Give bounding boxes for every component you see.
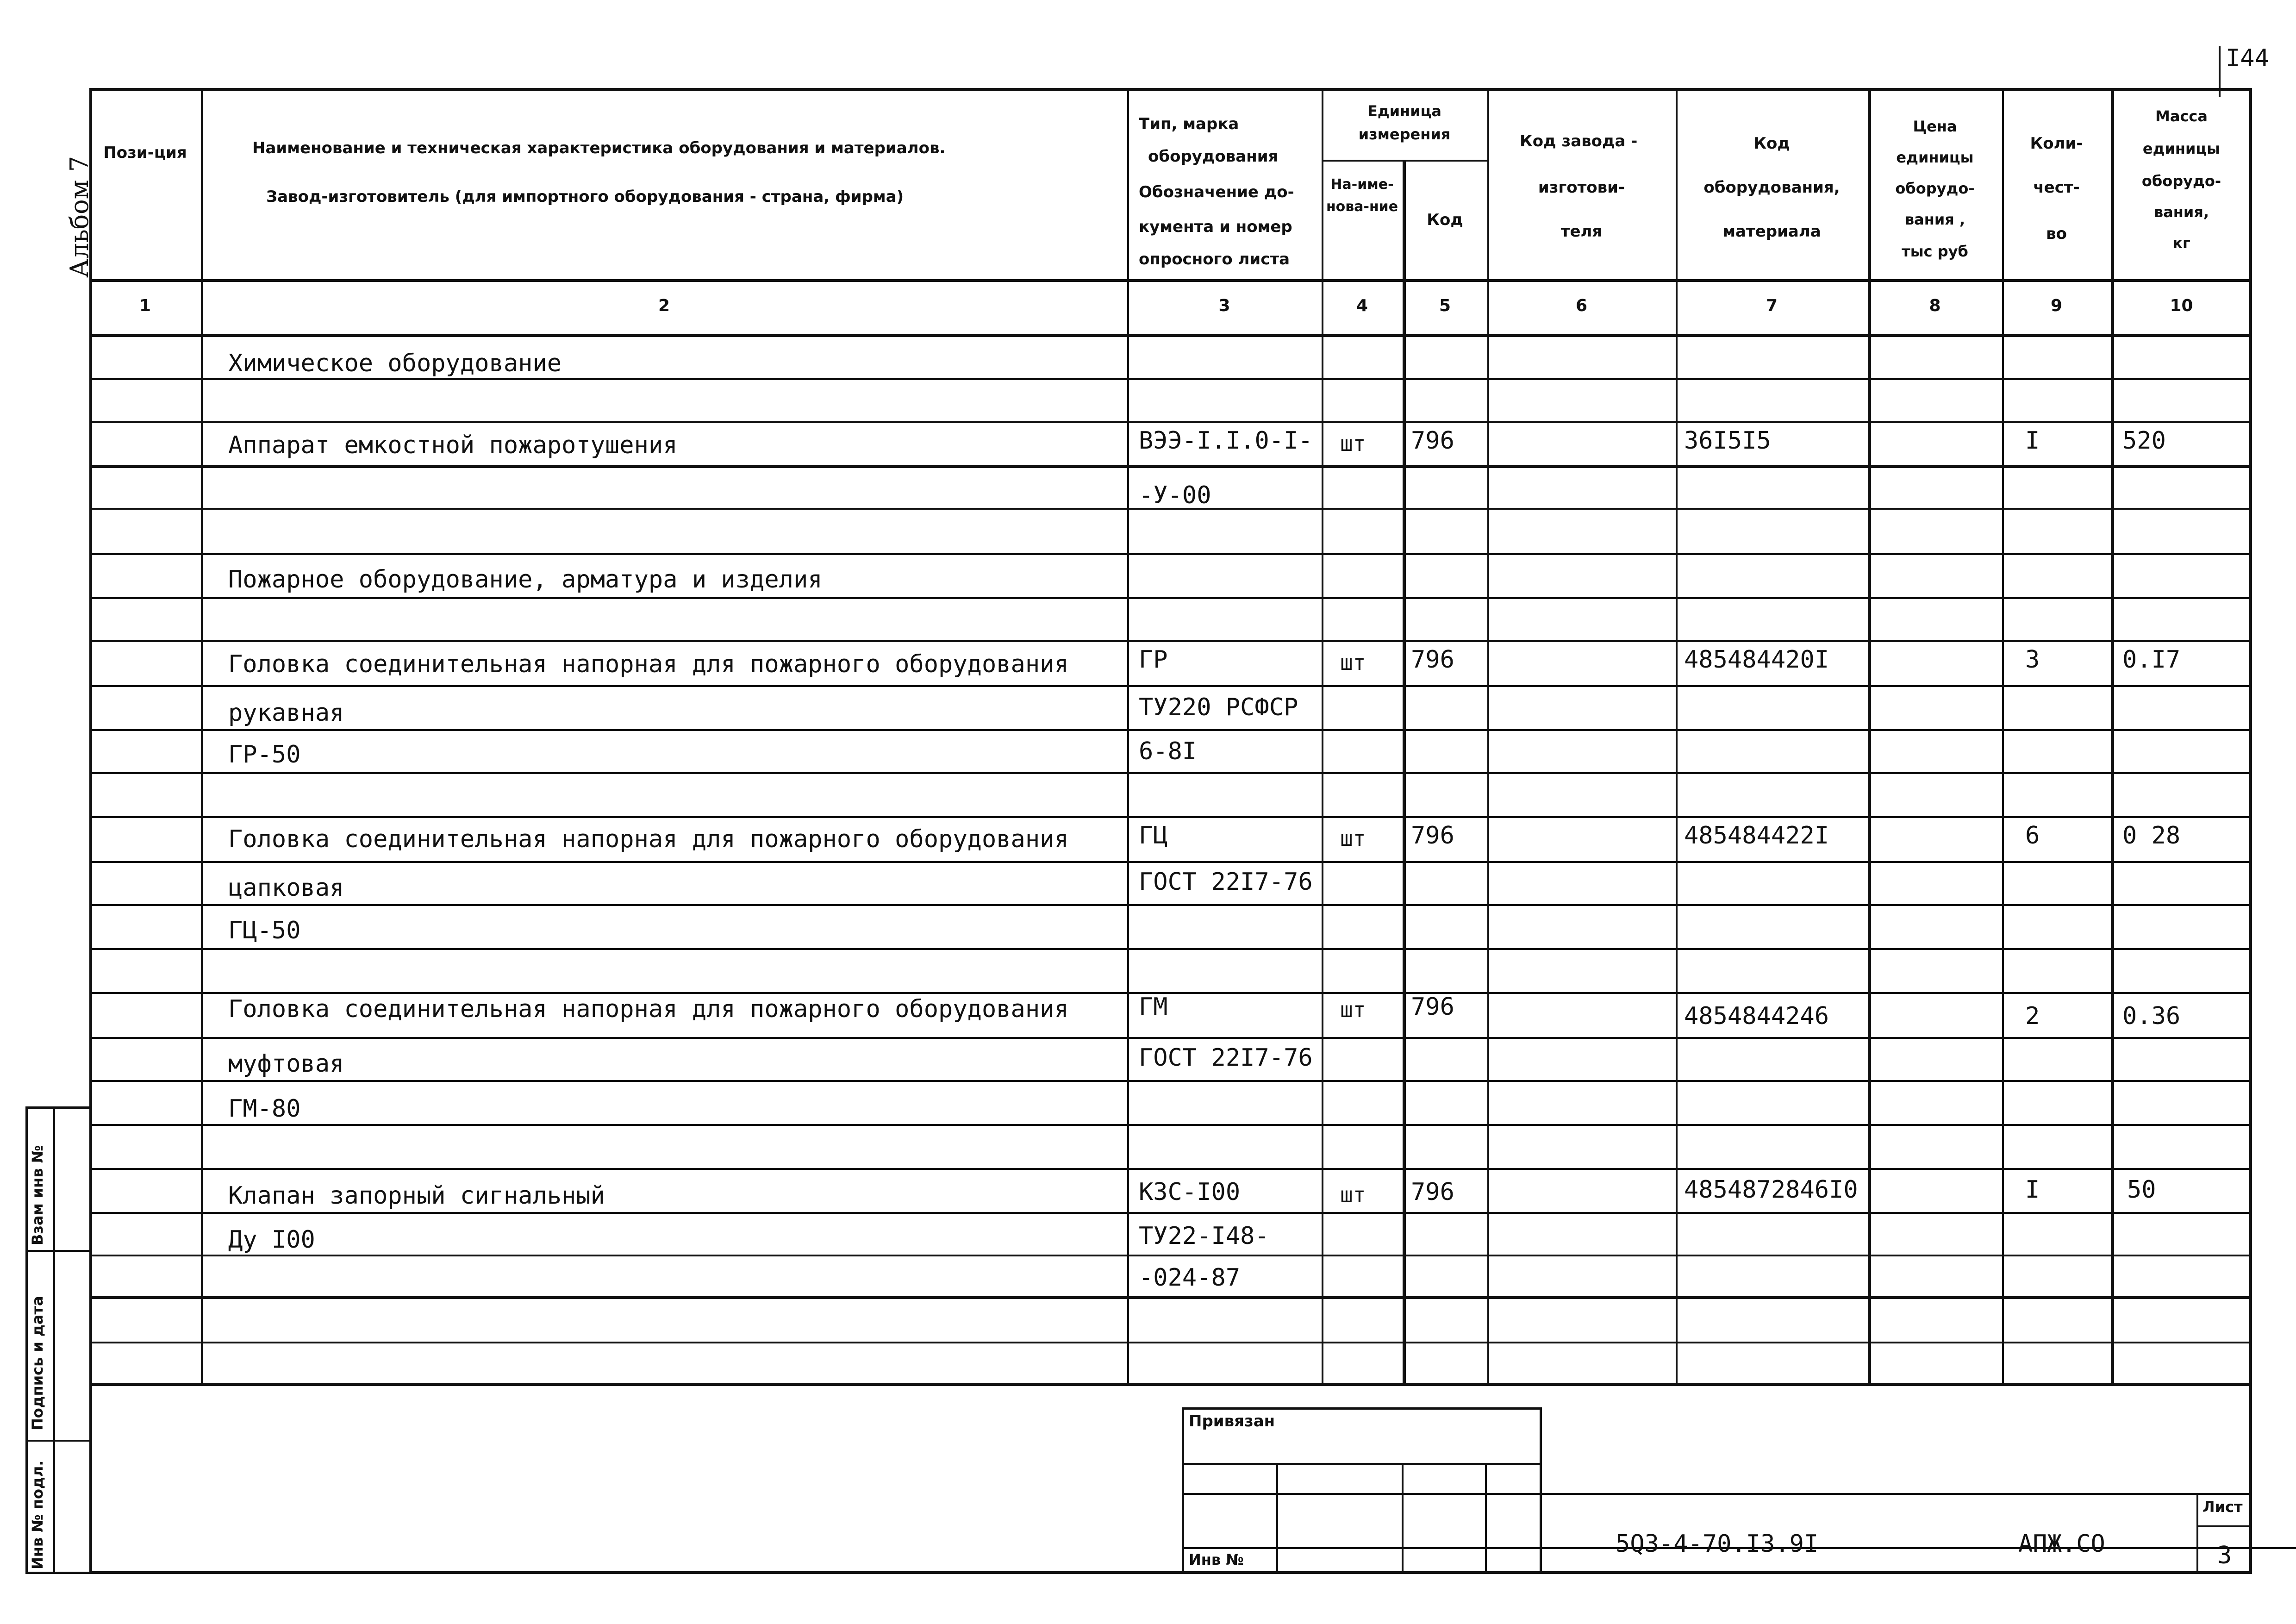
- row1-code: 796: [1411, 427, 1454, 455]
- row-line: [89, 1037, 2252, 1039]
- row-line: [89, 861, 2252, 863]
- row-line: [89, 1124, 2252, 1126]
- row4-equip-code: 485484420I: [1684, 646, 1829, 674]
- row1-name: Аппарат емкостной пожаротушения: [228, 431, 678, 459]
- row1-equip-code: 36I5I5: [1684, 427, 1771, 455]
- row13-mass: 50: [2127, 1176, 2156, 1204]
- side-stamp-divider: [53, 1106, 55, 1574]
- header-col10-line5: кг: [2172, 234, 2190, 252]
- row13-unit: шт: [1340, 1182, 1366, 1207]
- col-line-2: [1127, 88, 1129, 1384]
- album-label: Альбом 7: [65, 156, 94, 278]
- col-line-3: [1322, 88, 1323, 1384]
- unit-group-line: [1322, 160, 1487, 162]
- header-line-2: [89, 334, 2252, 337]
- row3-name: Пожарное оборудование, арматура и изделия: [228, 566, 823, 593]
- side-stamp-line-1: [25, 1250, 90, 1252]
- sheet-hline: [2196, 1525, 2252, 1527]
- row-line: [89, 948, 2252, 950]
- doc-mark: АПЖ.СО: [2018, 1530, 2105, 1558]
- row15-type: -024-87: [1139, 1264, 1241, 1292]
- row-line: [89, 465, 2252, 468]
- header-col5: Код: [1427, 211, 1463, 229]
- header-col10-line4: вания,: [2153, 203, 2209, 221]
- row10-code: 796: [1411, 993, 1454, 1021]
- row-line: [89, 1255, 2252, 1256]
- row4-mass: 0.I7: [2122, 646, 2181, 674]
- row13-qty: I: [2025, 1176, 2040, 1204]
- row-line: [89, 421, 2252, 423]
- row-line: [89, 597, 2252, 599]
- row-line: [89, 992, 2252, 994]
- header-col4: На-име-нова-ние: [1326, 176, 1398, 215]
- row10-unit: шт: [1340, 997, 1366, 1022]
- row5-name: рукавная: [228, 699, 344, 727]
- row9-name: ГЦ-50: [228, 917, 301, 944]
- header-col9-line2: чест-: [2033, 178, 2080, 197]
- row2-type: -У-00: [1139, 481, 1211, 509]
- inv-no-label: Инв №: [1189, 1551, 1244, 1568]
- col-line-5: [1487, 88, 1489, 1384]
- privyazan-vline-1: [1276, 1463, 1278, 1574]
- privyazan-line-2: [1182, 1493, 1542, 1495]
- header-col6-line1: Код завода -: [1520, 132, 1638, 150]
- row7-name: Головка соединительная напорная для пожарного оборудования: [228, 825, 1069, 853]
- colnum-1: 1: [139, 296, 151, 315]
- header-col1: Пози-ция: [103, 144, 187, 162]
- header-col7-line3: материала: [1722, 222, 1821, 241]
- header-col9-line1: Коли-: [2030, 134, 2083, 153]
- sheet-vline: [2196, 1493, 2198, 1574]
- header-col3-line5: опросного листа: [1139, 250, 1290, 269]
- row7-type: ГЦ: [1139, 822, 1168, 849]
- row6-type: 6-8I: [1139, 737, 1197, 765]
- row-line: [89, 904, 2252, 906]
- header-col6-line2: изготови-: [1538, 178, 1625, 197]
- sheet-label: Лист: [2202, 1498, 2243, 1516]
- row7-unit: шт: [1340, 826, 1366, 851]
- row4-qty: 3: [2025, 646, 2040, 674]
- row10-type: ГМ: [1139, 993, 1168, 1021]
- colnum-5: 5: [1439, 296, 1451, 315]
- row10-name: Головка соединительная напорная для пожарного оборудования: [228, 995, 1069, 1023]
- row-line: [89, 685, 2252, 687]
- row10-equip-code: 4854844246: [1684, 1002, 1829, 1030]
- header-col3-line1: Тип, марка: [1139, 115, 1239, 133]
- header-col2-line2: Завод-изготовитель (для импортного оборудования - страна, фирма): [266, 187, 904, 206]
- header-col7-line2: оборудования,: [1703, 178, 1840, 197]
- header-col3-line3: Обозначение до-: [1139, 183, 1294, 201]
- row-line: [89, 816, 2252, 818]
- row12-name: ГМ-80: [228, 1095, 301, 1123]
- row13-code: 796: [1411, 1178, 1454, 1206]
- colnum-8: 8: [1929, 296, 1941, 315]
- col-line-9: [2111, 88, 2114, 1384]
- header-col10-line1: Масса: [2155, 107, 2208, 125]
- row10-mass: 0.36: [2122, 1002, 2181, 1030]
- row8-type: ГОСТ 22I7-76: [1139, 868, 1313, 896]
- header-col9-line3: во: [2046, 225, 2067, 243]
- row11-type: ГОСТ 22I7-76: [1139, 1044, 1313, 1072]
- side-stamp-inv-podl: Инв № подл.: [29, 1460, 46, 1569]
- header-col2-line1: Наименование и техническая характеристика оборудования и материалов.: [252, 139, 946, 157]
- row1-qty: I: [2025, 427, 2040, 455]
- colnum-10: 10: [2170, 296, 2193, 315]
- row7-equip-code: 485484422I: [1684, 822, 1829, 849]
- header-unit-group: Единица измерения: [1358, 102, 1451, 143]
- header-col8-line5: тыс руб: [1902, 243, 1968, 260]
- col-line-8: [2002, 88, 2004, 1384]
- row13-equip-code: 4854872846I0: [1684, 1176, 1858, 1204]
- row4-name: Головка соединительная напорная для пожарного оборудования: [228, 650, 1069, 678]
- row1-mass: 520: [2122, 427, 2166, 455]
- colnum-3: 3: [1218, 296, 1230, 315]
- row0-name: Химическое оборудование: [228, 350, 562, 377]
- side-stamp-vzam-inv: Взам инв №: [29, 1145, 46, 1245]
- header-col10-line2: единицы: [2142, 140, 2221, 157]
- colnum-2: 2: [658, 296, 670, 315]
- row13-type: КЗС-I00: [1139, 1178, 1241, 1206]
- row14-name: Ду I00: [228, 1226, 315, 1254]
- header-col6-line3: теля: [1560, 222, 1603, 241]
- side-stamp-podpis-data: Подпись и дата: [29, 1296, 46, 1430]
- row-line: [89, 1212, 2252, 1214]
- row1-unit: шт: [1340, 431, 1366, 456]
- row4-code: 796: [1411, 646, 1454, 674]
- privyazan-label: Привязан: [1189, 1412, 1275, 1430]
- page-number: I44: [2226, 44, 2269, 72]
- row7-mass: 0 28: [2122, 822, 2181, 849]
- row-line: [89, 378, 2252, 380]
- row-line: [89, 729, 2252, 731]
- header-col10-line3: оборудо-: [2141, 172, 2221, 190]
- header-col3-line4: кумента и номер: [1139, 218, 1292, 236]
- header-col8-line4: вания ,: [1904, 211, 1965, 228]
- colnum-7: 7: [1766, 296, 1778, 315]
- row4-type: ГР: [1139, 646, 1168, 674]
- sheet-number: 3: [2217, 1542, 2232, 1569]
- col-line-7: [1868, 88, 1871, 1384]
- row5-type: ТУ220 РСФСР: [1139, 693, 1298, 721]
- privyazan-line-1: [1182, 1463, 1542, 1465]
- row4-unit: шт: [1340, 650, 1366, 675]
- row-line: [89, 640, 2252, 642]
- colnum-6: 6: [1575, 296, 1588, 315]
- row-line: [89, 553, 2252, 555]
- row1-type: ВЭЭ-I.I.0-I-: [1139, 427, 1313, 455]
- row-line: [89, 1168, 2252, 1170]
- row11-name: муфтовая: [228, 1050, 344, 1078]
- colnum-9: 9: [2050, 296, 2063, 315]
- row7-code: 796: [1411, 822, 1454, 849]
- doc-code: 5Q3-4-70.I3.9I: [1616, 1530, 1819, 1558]
- row-line: [89, 1296, 2252, 1299]
- privyazan-vline-3: [1485, 1463, 1487, 1574]
- privyazan-vline-2: [1402, 1463, 1404, 1574]
- header-col8-line2: единицы: [1896, 149, 1974, 166]
- row6-name: ГР-50: [228, 741, 301, 768]
- table-bottom-line: [89, 1383, 2252, 1386]
- row-line: [89, 1080, 2252, 1082]
- row-line: [89, 772, 2252, 774]
- row10-qty: 2: [2025, 1002, 2040, 1030]
- header-col8-line3: оборудо-: [1895, 180, 1975, 197]
- col-line-1: [201, 88, 203, 1384]
- title-line-top: [1542, 1493, 2252, 1495]
- row7-qty: 6: [2025, 822, 2040, 849]
- side-stamp-line-2: [25, 1440, 90, 1442]
- header-line-1: [89, 279, 2252, 282]
- colnum-4: 4: [1356, 296, 1368, 315]
- row8-name: цапковая: [228, 874, 344, 902]
- row14-type: ТУ22-I48-: [1139, 1222, 1269, 1250]
- row-line: [89, 1342, 2252, 1343]
- col-line-6: [1676, 88, 1678, 1384]
- header-col7-line1: Код: [1753, 134, 1790, 153]
- header-col3-line2: оборудования: [1148, 147, 1279, 166]
- row13-name: Клапан запорный сигнальный: [228, 1182, 605, 1210]
- header-col8-line1: Цена: [1913, 118, 1957, 135]
